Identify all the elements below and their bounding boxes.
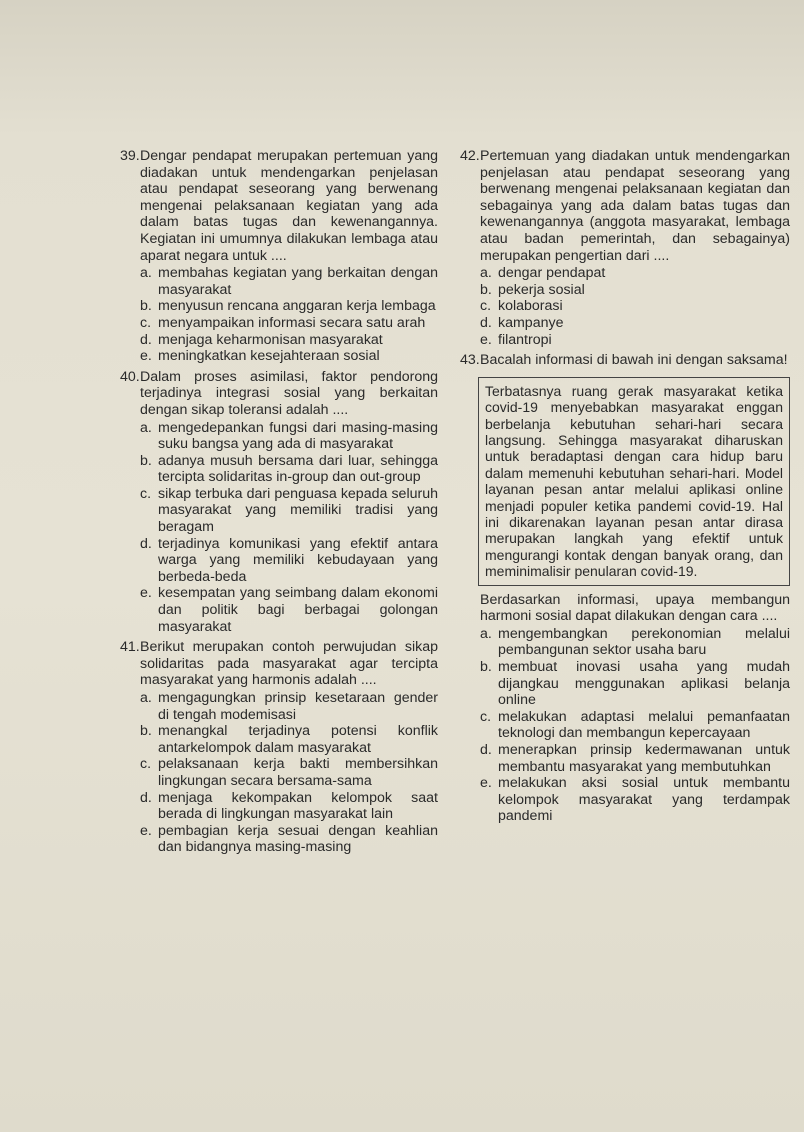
question-number: 41. xyxy=(120,639,140,656)
option-text: pekerja sosial xyxy=(498,281,585,298)
option-text: meningkatkan kesejahteraan sosial xyxy=(158,348,380,365)
option-text: dengar pendapat xyxy=(498,265,606,282)
answer-option xyxy=(140,585,438,635)
option-letter: b. xyxy=(140,452,152,469)
option-letter: c. xyxy=(140,314,152,331)
question-number: 43. xyxy=(460,352,480,369)
option-text: kolaborasi xyxy=(498,298,563,315)
question-text: Dalam proses asimilasi, faktor pendorong terjadinya integrasi sosial yang berkaitan dengan sikap toleransi adalah .... xyxy=(140,368,438,418)
option-text: membuat inovasi usaha yang mudah dijangkau menggunakan aplikasi belanja online xyxy=(498,658,790,709)
option-list xyxy=(140,265,438,365)
option-text: adanya musuh bersama dari luar, sehingga tercipta solidaritas in-group dan out-group xyxy=(158,452,438,486)
option-text: membahas kegiatan yang berkaitan dengan masyarakat xyxy=(158,265,438,298)
option-letter: e. xyxy=(140,585,152,602)
option-letter: a. xyxy=(140,419,152,436)
option-letter: a. xyxy=(480,265,492,282)
option-letter: a. xyxy=(140,690,152,706)
option-text: kampanye xyxy=(498,314,564,331)
option-list xyxy=(480,265,790,348)
option-text: mengembangkan perekonomian melalui pembangunan sektor usaha baru xyxy=(498,625,790,659)
answer-option xyxy=(480,315,790,332)
answer-option xyxy=(140,690,438,723)
answer-option xyxy=(140,723,438,756)
option-letter: d. xyxy=(480,741,492,758)
answer-option xyxy=(140,265,438,298)
answer-option xyxy=(480,332,790,349)
answer-option xyxy=(140,298,438,315)
question-40 xyxy=(120,369,438,636)
option-text: melakukan adaptasi melalui pemanfaatan teknologi dan membangun kepercayaan xyxy=(498,708,790,742)
option-text: melakukan aksi sosial untuk membantu kelompok masyarakat yang terdampak pandemi xyxy=(498,775,790,825)
option-text: terjadinya komunikasi yang efektif antara warga yang memiliki kebudayaan yang berbeda-beda xyxy=(158,535,438,585)
answer-option xyxy=(140,453,438,486)
option-text: menangkal terjadinya potensi konflik antarkelompok dalam masyarakat xyxy=(158,723,438,756)
option-letter: d. xyxy=(140,789,152,806)
option-text: menjaga keharmonisan masyarakat xyxy=(158,331,383,348)
question-39 xyxy=(120,148,438,365)
option-list xyxy=(140,690,438,856)
answer-option xyxy=(140,823,438,856)
option-letter: d. xyxy=(140,331,152,348)
question-prompt: Berdasarkan informasi, upaya membangun harmoni sosial dapat dilakukan dengan cara .... xyxy=(480,591,790,625)
answer-option xyxy=(140,486,438,536)
option-letter: a. xyxy=(140,265,152,282)
option-letter: e. xyxy=(140,348,152,365)
option-letter: e. xyxy=(480,775,492,792)
option-list xyxy=(480,626,790,825)
option-letter: a. xyxy=(480,625,492,642)
answer-option xyxy=(140,348,438,365)
question-number: 40. xyxy=(120,368,140,385)
answer-option xyxy=(480,298,790,315)
option-text: mengedepankan fungsi dari masing-masing suku bangsa yang ada di masyarakat xyxy=(158,419,438,453)
option-list xyxy=(140,420,438,636)
option-text: sikap terbuka dari penguasa kepada seluruh masyarakat yang memiliki tradisi yang beragam xyxy=(158,485,438,536)
answer-option xyxy=(480,775,790,825)
answer-option xyxy=(480,626,790,659)
option-text: menyampaikan informasi secara satu arah xyxy=(158,314,426,331)
question-number: 39. xyxy=(120,148,140,164)
option-letter: c. xyxy=(140,756,152,773)
option-text: pelaksanaan kerja bakti membersihkan lingkungan secara bersama-sama xyxy=(158,756,438,789)
answer-option xyxy=(480,709,790,742)
info-box: Terbatasnya ruang gerak masyarakat ketika covid-19 menyebabkan masyarakat enggan berbelanja kebutuhan sehari-hari secara langsung. Sehingga masyarakat diharuskan untuk beradaptasi dengan cara hidup baru dalam memenuhi kebutuhan sehari-hari. Model layanan pesan antar melalui aplikasi online menjadi populer ketika pandemi covid-19. Hal ini dikarenakan layanan pesan antar dirasa merupakan langkah yang efektif untuk mengurangi kontak dengan banyak orang, dan meminimalisir penularan covid-19. xyxy=(478,377,790,586)
answer-option xyxy=(140,420,438,453)
option-text: menjaga kekompakan kelompok saat berada di lingkungan masyarakat lain xyxy=(158,789,438,823)
right-column xyxy=(460,148,790,825)
option-letter: b. xyxy=(140,298,152,315)
option-letter: e. xyxy=(480,331,492,348)
question-text: Pertemuan yang diadakan untuk mendengarkan penjelasan atau pendapat seseorang yang berwenang mengenai pelaksanaan kegiatan dan sebagainya yang ada dalam batas tugas dan kewenangannya (anggota masyarakat, lembaga atau badan pemerintah, dan sebagainya) merupakan pengertian dari .... xyxy=(480,148,790,264)
option-letter: c. xyxy=(480,298,492,315)
answer-option xyxy=(480,265,790,282)
option-letter: b. xyxy=(480,281,492,298)
option-letter: d. xyxy=(480,314,492,331)
option-text: kesempatan yang seimbang dalam ekonomi dan politik bagi berbagai golongan masyarakat xyxy=(158,585,438,635)
option-text: pembagian kerja sesuai dengan keahlian dan bidangnya masing-masing xyxy=(158,822,438,856)
option-text: mengagungkan prinsip kesetaraan gender di tengah modemisasi xyxy=(158,690,438,723)
option-text: menyusun rencana anggaran kerja lembaga xyxy=(158,298,436,315)
left-column xyxy=(120,148,438,856)
question-text: Berikut merupakan contoh perwujudan sikap solidaritas pada masyarakat agar tercipta masyarakat yang harmonis adalah .... xyxy=(140,639,438,689)
answer-option xyxy=(480,659,790,709)
option-letter: d. xyxy=(140,535,152,552)
option-letter: c. xyxy=(480,708,492,725)
answer-option xyxy=(140,790,438,823)
question-number: 42. xyxy=(460,148,480,164)
answer-option xyxy=(140,756,438,789)
question-43 xyxy=(460,352,790,825)
answer-option xyxy=(480,282,790,299)
option-letter: b. xyxy=(480,658,492,675)
question-41 xyxy=(120,639,438,856)
question-text: Dengar pendapat merupakan pertemuan yang diadakan untuk mendengarkan penjelasan atau pendapat seseorang yang berwenang mengenai pelaksanaan kegiatan yang ada dalam batas tugas dan kewenangannya. Kegiatan ini umumnya dilakukan lembaga atau aparat negara untuk .... xyxy=(140,148,438,264)
answer-option xyxy=(140,536,438,586)
option-text: filantropi xyxy=(498,331,552,348)
option-text: menerapkan prinsip kedermawanan untuk membantu masyarakat yang membutuhkan xyxy=(498,741,790,775)
question-text: Bacalah informasi di bawah ini dengan saksama! xyxy=(480,352,788,369)
answer-option xyxy=(480,742,790,775)
option-letter: b. xyxy=(140,723,152,740)
answer-option xyxy=(140,315,438,332)
option-letter: e. xyxy=(140,822,152,839)
option-letter: c. xyxy=(140,485,152,502)
answer-option xyxy=(140,332,438,349)
question-42 xyxy=(460,148,790,348)
